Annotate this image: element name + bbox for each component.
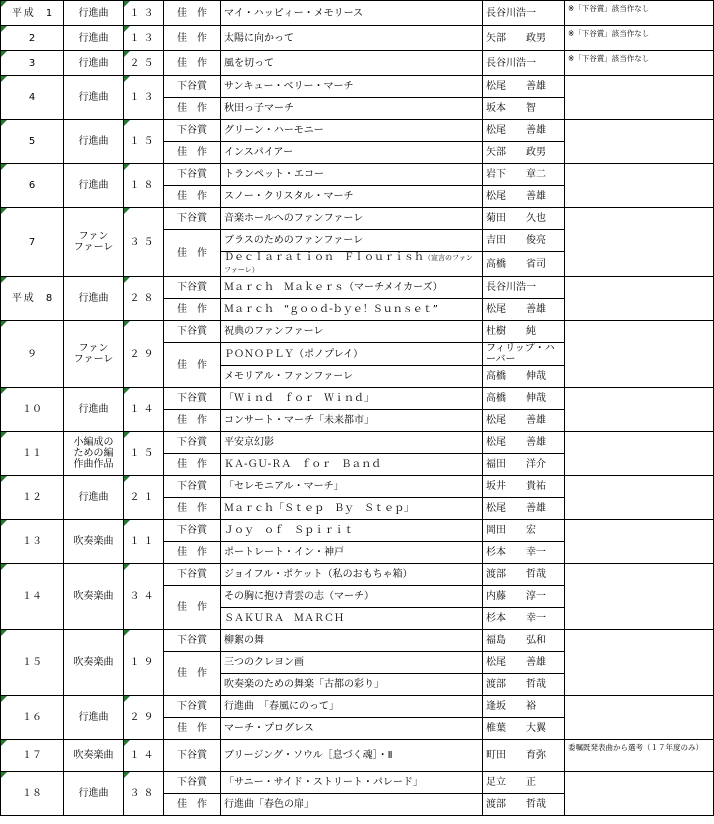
genre-cell: 行進曲	[64, 120, 124, 164]
work-title: トランペット・エコー	[224, 169, 324, 180]
work-title: サンキュー・ベリー・マーチ	[224, 81, 354, 92]
composer-cell: 杉本 幸一	[483, 542, 565, 564]
entry-count-cell: ３５	[124, 208, 164, 277]
title-cell	[221, 498, 483, 520]
work-title: 祝典のファンファーレ	[224, 326, 324, 337]
composer-cell: 渡部 哲哉	[483, 564, 565, 586]
title-cell	[221, 740, 483, 772]
title-cell	[221, 586, 483, 608]
year-number: １８	[22, 788, 42, 799]
genre-cell: 吹奏楽曲	[64, 740, 124, 772]
title-cell	[221, 164, 483, 186]
award-cell: 佳 作	[164, 454, 221, 476]
year-number: １４	[22, 591, 42, 602]
title-cell	[221, 388, 483, 410]
table-row	[1, 1, 714, 26]
award-cell: 下谷賞	[164, 76, 221, 98]
note-cell	[565, 277, 714, 321]
title-cell	[221, 520, 483, 542]
note-cell	[565, 208, 714, 277]
work-title: Ｊｏｙ ｏｆ Ｓｐｉｒｉｔ	[224, 525, 354, 536]
work-title: ポートレート・イン・神戸	[224, 547, 344, 558]
note-cell	[565, 321, 714, 388]
award-cell: 佳 作	[164, 142, 221, 164]
year-cell	[1, 51, 64, 76]
award-cell: 佳 作	[164, 343, 221, 388]
title-cell	[221, 1, 483, 26]
composer-cell: 杜樹 純	[483, 321, 565, 343]
table-row	[1, 476, 714, 498]
table-row	[1, 277, 714, 299]
award-cell: 下谷賞	[164, 388, 221, 410]
work-title: 行進曲「春色の扉」	[224, 799, 314, 810]
award-cell: 下谷賞	[164, 630, 221, 652]
composer-cell: 渡部 哲哉	[483, 794, 565, 816]
award-cell: 下谷賞	[164, 321, 221, 343]
work-title: 平安京幻影	[224, 437, 274, 448]
genre-cell: ファン ファーレ	[64, 208, 124, 277]
composer-cell: 渡部 哲哉	[483, 674, 565, 696]
award-cell: 佳 作	[164, 410, 221, 432]
note-cell	[565, 120, 714, 164]
note-cell	[565, 520, 714, 564]
composer-cell: 内藤 淳一	[483, 586, 565, 608]
note-cell	[565, 476, 714, 520]
table-row	[1, 696, 714, 718]
entry-count-cell: １３	[124, 1, 164, 26]
title-cell	[221, 794, 483, 816]
genre-cell: 行進曲	[64, 26, 124, 51]
year-number: 1	[45, 7, 53, 19]
year-cell	[1, 630, 64, 696]
composer-cell: 矢部 政男	[483, 26, 565, 51]
work-title: 「セレモニアル・マーチ」	[224, 481, 344, 492]
note-cell	[565, 772, 714, 816]
composer-cell: 吉田 俊亮	[483, 230, 565, 252]
table-row	[1, 120, 714, 142]
work-title: ＰＯＮＯＰＬＹ（ポノプレイ）	[224, 348, 364, 360]
award-cell: 下谷賞	[164, 476, 221, 498]
entry-count-cell: １５	[124, 432, 164, 476]
composer-cell: 松尾 善雄	[483, 432, 565, 454]
year-number: １１	[22, 448, 42, 459]
award-cell: 下谷賞	[164, 564, 221, 586]
title-cell	[221, 564, 483, 586]
genre-cell: 行進曲	[64, 476, 124, 520]
table-row	[1, 26, 714, 51]
title-cell	[221, 630, 483, 652]
composer-cell: 逢坂 裕	[483, 696, 565, 718]
genre-cell: 行進曲	[64, 1, 124, 26]
title-cell	[221, 186, 483, 208]
year-cell	[1, 740, 64, 772]
entry-count-cell: ２１	[124, 476, 164, 520]
note-cell: ※「下谷賞」該当作なし	[565, 1, 714, 26]
note-cell: ※「下谷賞」該当作なし	[565, 51, 714, 76]
award-cell: 佳 作	[164, 230, 221, 277]
title-cell	[221, 476, 483, 498]
work-title: 音楽ホールへのファンファーレ	[224, 213, 364, 224]
award-cell: 下谷賞	[164, 520, 221, 542]
composer-cell: 岩下 章二	[483, 164, 565, 186]
era-label: 平成	[11, 7, 36, 19]
note-cell	[565, 164, 714, 208]
year-cell	[1, 772, 64, 816]
award-cell: 佳 作	[164, 718, 221, 740]
year-cell	[1, 321, 64, 388]
title-cell	[221, 299, 483, 321]
genre-cell: 行進曲	[64, 696, 124, 740]
composer-cell: 坂本 智	[483, 98, 565, 120]
note-cell	[565, 564, 714, 630]
year-number: 7	[28, 236, 36, 248]
genre-cell: 吹奏楽曲	[64, 520, 124, 564]
genre-cell: 行進曲	[64, 51, 124, 76]
title-cell	[221, 252, 483, 277]
title-cell	[221, 696, 483, 718]
note-cell: 委嘱既発表曲から選考（１７年度のみ）	[565, 740, 714, 772]
composer-cell: 松尾 善雄	[483, 299, 565, 321]
award-cell: 佳 作	[164, 652, 221, 696]
work-title: Ｍａｒｃｈ “ｇｏｏｄ‐ｂｙｅ！Ｓｕｎｓｅｔ”	[224, 304, 438, 315]
composer-cell: 長谷川浩一	[483, 1, 565, 26]
composer-cell: 松尾 善雄	[483, 410, 565, 432]
note-cell	[565, 630, 714, 696]
year-number: 2	[28, 32, 36, 44]
award-cell: 下谷賞	[164, 740, 221, 772]
work-title: 秋田っ子マーチ	[224, 103, 294, 114]
composer-cell: 福島 弘和	[483, 630, 565, 652]
composer-cell: 高橋 省司	[483, 252, 565, 277]
entry-count-cell: ３４	[124, 564, 164, 630]
title-cell	[221, 432, 483, 454]
work-title: 行進曲 「春風にのって」	[224, 701, 339, 712]
entry-count-cell: ２５	[124, 51, 164, 76]
table-row	[1, 772, 714, 794]
table-row	[1, 630, 714, 652]
entry-count-cell: １４	[124, 388, 164, 432]
work-title: インスパイアー	[224, 147, 294, 158]
composer-cell: 岡田 宏	[483, 520, 565, 542]
work-title: 三つのクレヨン画	[224, 657, 304, 668]
composer-cell: 椎葉 大翼	[483, 718, 565, 740]
year-number: 6	[28, 180, 36, 191]
year-cell	[1, 520, 64, 564]
award-cell: 下谷賞	[164, 772, 221, 794]
year-number: 3	[28, 57, 36, 69]
composer-cell: 町田 育弥	[483, 740, 565, 772]
award-cell: 佳 作	[164, 794, 221, 816]
note-cell	[565, 388, 714, 432]
title-cell	[221, 542, 483, 564]
era-label: 平成	[11, 293, 36, 304]
work-title: 柳絮の舞	[224, 635, 264, 646]
composer-cell: 高橋 伸哉	[483, 366, 565, 388]
award-cell: 佳 作	[164, 51, 221, 76]
award-cell: 佳 作	[164, 542, 221, 564]
composer-cell: 福田 洋介	[483, 454, 565, 476]
year-cell	[1, 277, 64, 321]
award-cell: 佳 作	[164, 299, 221, 321]
year-cell	[1, 388, 64, 432]
note-cell: ※「下谷賞」該当作なし	[565, 26, 714, 51]
entry-count-cell: ３８	[124, 772, 164, 816]
title-cell	[221, 772, 483, 794]
title-cell	[221, 652, 483, 674]
work-title: マイ・ハッピィー・メモリース	[224, 7, 364, 19]
composer-cell: 長谷川浩一	[483, 51, 565, 76]
work-title: Ｍａｒｃｈ Ｍａｋｅｒｓ（マーチメイカーズ）	[224, 282, 443, 293]
work-title: 風を切って	[224, 57, 274, 69]
entry-count-cell: １９	[124, 630, 164, 696]
composer-cell: 坂井 貴祐	[483, 476, 565, 498]
work-title: ジョイフル・ポケット（私のおもちゃ箱）	[224, 569, 413, 580]
title-cell	[221, 321, 483, 343]
year-cell	[1, 208, 64, 277]
work-title: 太陽に向かって	[224, 32, 294, 44]
table-row	[1, 208, 714, 230]
year-number: １７	[22, 750, 42, 761]
year-cell	[1, 26, 64, 51]
year-number: 8	[45, 293, 53, 304]
table-row	[1, 740, 714, 772]
genre-cell: 小編成の ための編 作曲作品	[64, 432, 124, 476]
composer-cell: 杉本 幸一	[483, 608, 565, 630]
title-cell	[221, 142, 483, 164]
table-row	[1, 564, 714, 586]
table-row	[1, 432, 714, 454]
composer-cell: 矢部 政男	[483, 142, 565, 164]
year-number: １３	[22, 536, 42, 547]
award-cell: 下谷賞	[164, 432, 221, 454]
title-cell	[221, 608, 483, 630]
work-title: ブラスのためのファンファーレ	[224, 235, 364, 246]
composer-cell: 松尾 善雄	[483, 498, 565, 520]
table-row	[1, 388, 714, 410]
award-cell: 佳 作	[164, 26, 221, 51]
work-title: メモリアル・ファンファーレ	[224, 371, 353, 382]
table-row	[1, 164, 714, 186]
year-cell	[1, 120, 64, 164]
title-cell	[221, 26, 483, 51]
entry-count-cell: ２９	[124, 696, 164, 740]
year-number: １２	[22, 492, 42, 503]
table-row	[1, 520, 714, 542]
table-row	[1, 76, 714, 98]
title-cell	[221, 674, 483, 696]
work-title: 「Ｗｉｎｄ ｆｏｒ Ｗｉｎｄ」	[224, 393, 374, 404]
entry-count-cell: １４	[124, 740, 164, 772]
table-row	[1, 51, 714, 76]
composer-cell: 松尾 善雄	[483, 186, 565, 208]
work-title: 吹奏楽のための舞楽「古都の彩り」	[224, 679, 384, 690]
award-cell: 佳 作	[164, 586, 221, 630]
year-cell	[1, 1, 64, 26]
work-title: ＳＡＫＵＲＡ ＭＡＲＣＨ	[224, 613, 344, 624]
award-cell: 佳 作	[164, 1, 221, 26]
work-title: コンサート・マーチ「未来都市」	[224, 415, 374, 426]
composer-cell: 松尾 善雄	[483, 652, 565, 674]
composer-cell: 松尾 善雄	[483, 76, 565, 98]
work-title: スノー・クリスタル・マーチ	[224, 191, 354, 202]
composer-cell: 菊田 久也	[483, 208, 565, 230]
entry-count-cell: １１	[124, 520, 164, 564]
year-cell	[1, 564, 64, 630]
title-cell	[221, 208, 483, 230]
entry-count-cell: １５	[124, 120, 164, 164]
award-cell: 佳 作	[164, 498, 221, 520]
note-cell	[565, 432, 714, 476]
genre-cell: 行進曲	[64, 277, 124, 321]
work-title-sub: （宣言のファンファーレ）	[224, 254, 473, 274]
genre-cell: 吹奏楽曲	[64, 630, 124, 696]
note-cell	[565, 696, 714, 740]
work-title: 「サニー・サイド・ストリート・パレード」	[224, 777, 423, 788]
genre-cell: 吹奏楽曲	[64, 564, 124, 630]
composer-cell: 松尾 善雄	[483, 120, 565, 142]
work-title: その胸に抱け青雲の志（マーチ）	[224, 591, 374, 602]
year-number: １６	[22, 712, 42, 723]
title-cell	[221, 454, 483, 476]
work-title: Ｍａｒｃｈ「Ｓｔｅｐ Ｂｙ Ｓｔｅｐ」	[224, 503, 414, 514]
year-number: 4	[28, 92, 36, 103]
composer-cell: 長谷川浩一	[483, 277, 565, 299]
award-cell: 下谷賞	[164, 164, 221, 186]
award-cell: 下谷賞	[164, 208, 221, 230]
entry-count-cell: １３	[124, 76, 164, 120]
year-number: ９	[27, 348, 37, 360]
entry-count-cell: ２８	[124, 277, 164, 321]
year-cell	[1, 432, 64, 476]
note-cell	[565, 76, 714, 120]
title-cell	[221, 76, 483, 98]
work-title: ブリージング・ソウル［息づく魂］・Ⅱ	[224, 750, 393, 761]
table-row	[1, 321, 714, 343]
award-cell: 佳 作	[164, 98, 221, 120]
work-title: グリーン・ハーモニー	[224, 125, 324, 136]
year-cell	[1, 76, 64, 120]
genre-cell: 行進曲	[64, 772, 124, 816]
genre-cell: 行進曲	[64, 76, 124, 120]
composer-cell: 高橋 伸哉	[483, 388, 565, 410]
year-cell	[1, 476, 64, 520]
year-number: １０	[22, 404, 42, 415]
year-number: 5	[28, 136, 36, 147]
title-cell	[221, 718, 483, 740]
title-cell	[221, 343, 483, 366]
year-cell	[1, 696, 64, 740]
award-cell: 下谷賞	[164, 277, 221, 299]
title-cell	[221, 230, 483, 252]
genre-cell: ファン ファーレ	[64, 321, 124, 388]
entry-count-cell: １３	[124, 26, 164, 51]
award-cell: 下谷賞	[164, 696, 221, 718]
award-cell: 下谷賞	[164, 120, 221, 142]
work-title: マーチ・プログレス	[224, 723, 314, 734]
title-cell	[221, 51, 483, 76]
title-cell	[221, 120, 483, 142]
composer-cell: フィリップ・ハーバー	[483, 343, 565, 366]
year-number: １５	[22, 657, 42, 668]
title-cell	[221, 277, 483, 299]
award-cell: 佳 作	[164, 186, 221, 208]
title-cell	[221, 98, 483, 120]
work-title: ＫＡ‐ＧＵ‐ＲＡ ｆｏｒ Ｂａｎｄ	[224, 459, 382, 470]
title-cell	[221, 366, 483, 388]
entry-count-cell: ２９	[124, 321, 164, 388]
title-cell	[221, 410, 483, 432]
composer-cell: 足立 正	[483, 772, 565, 794]
work-title: Ｄｅｃｌａｒａｔｉｏｎ Ｆｌｏｕｒｉｓｈ	[224, 252, 424, 263]
year-cell	[1, 164, 64, 208]
genre-cell: 行進曲	[64, 164, 124, 208]
genre-cell: 行進曲	[64, 388, 124, 432]
entry-count-cell: １８	[124, 164, 164, 208]
